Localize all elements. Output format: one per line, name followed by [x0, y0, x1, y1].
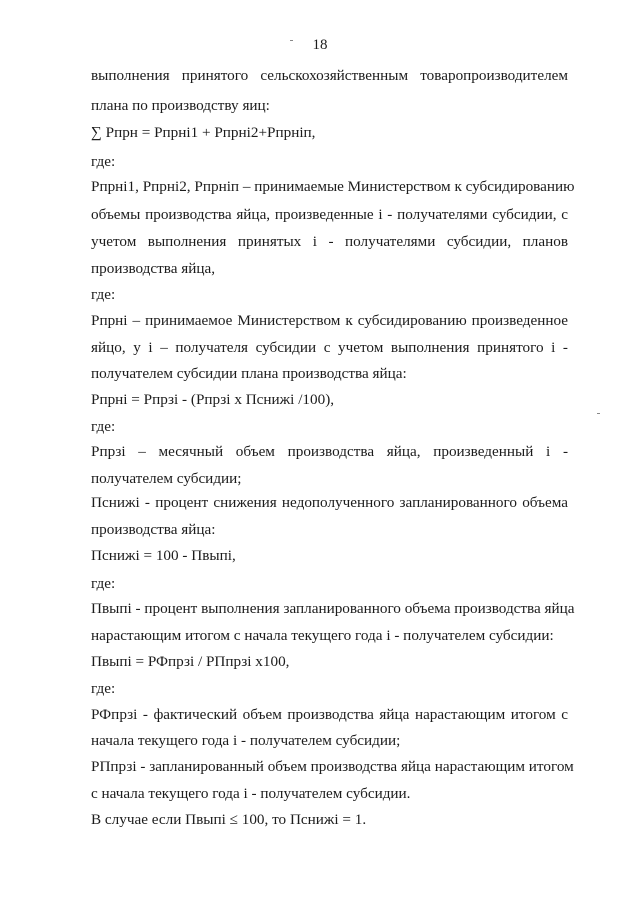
- text-line: Рпрзi – месячный объем производства яйца, произведенный i -: [91, 443, 568, 460]
- text-line: объемы производства яйца, произведенные i - получателями субсидии, с: [91, 206, 568, 223]
- text-line: РПпрзi - запланированный объем производства яйца нарастающим итогом: [91, 758, 574, 775]
- formula-line: Пвыпi = РФпрзi / РПпрзi х100,: [91, 653, 290, 670]
- formula-line: Рпрнi = Рпрзi - (Рпрзi х Пснижi /100),: [91, 391, 335, 408]
- text-line: Пвыпi - процент выполнения запланированного объема производства яйца: [91, 600, 575, 617]
- formula-line: Пснижi = 100 - Пвыпi,: [91, 547, 236, 564]
- text-line: плана по производству яиц:: [91, 97, 270, 114]
- text-line: производства яйца,: [91, 260, 216, 277]
- scan-speck: [597, 413, 600, 414]
- text-line: выполнения принятого сельскохозяйственным товаропроизводителем: [91, 67, 568, 84]
- text-line: где:: [91, 286, 116, 303]
- text-line: яйцо, у i – получателя субсидии с учетом выполнения принятого i -: [91, 339, 568, 356]
- text-line: получателем субсидии;: [91, 470, 242, 487]
- page-number: 18: [312, 37, 328, 53]
- text-line: с начала текущего года i - получателем субсидии.: [91, 785, 411, 802]
- text-line: Рпрнi1, Рпрнi2, Рпрнiп – принимаемые Министерством к субсидированию: [91, 178, 575, 195]
- text-line: В случае если Пвыпi ≤ 100, то Пснижi = 1.: [91, 811, 367, 828]
- text-line: учетом выполнения принятых i - получателями субсидии, планов: [91, 233, 568, 250]
- text-line: Пснижi - процент снижения недополученного запланированного объема: [91, 494, 568, 511]
- text-line: где:: [91, 153, 116, 170]
- text-line: производства яйца:: [91, 521, 216, 538]
- text-line: где:: [91, 680, 116, 697]
- text-line: где:: [91, 418, 116, 435]
- text-line: Рпрнi – принимаемое Министерством к субсидированию произведенное: [91, 312, 568, 329]
- text-line: получателем субсидии плана производства яйца:: [91, 365, 407, 382]
- text-line: РФпрзi - фактический объем производства яйца нарастающим итогом с: [91, 706, 568, 723]
- scan-speck: [290, 40, 293, 41]
- text-line: где:: [91, 575, 116, 592]
- text-line: начала текущего года i - получателем субсидии;: [91, 732, 401, 749]
- formula-line: ∑ Рпрн = Рпрнi1 + Рпрнi2+Рпрнiп,: [91, 124, 316, 141]
- text-line: нарастающим итогом с начала текущего года i - получателем субсидии:: [91, 627, 554, 644]
